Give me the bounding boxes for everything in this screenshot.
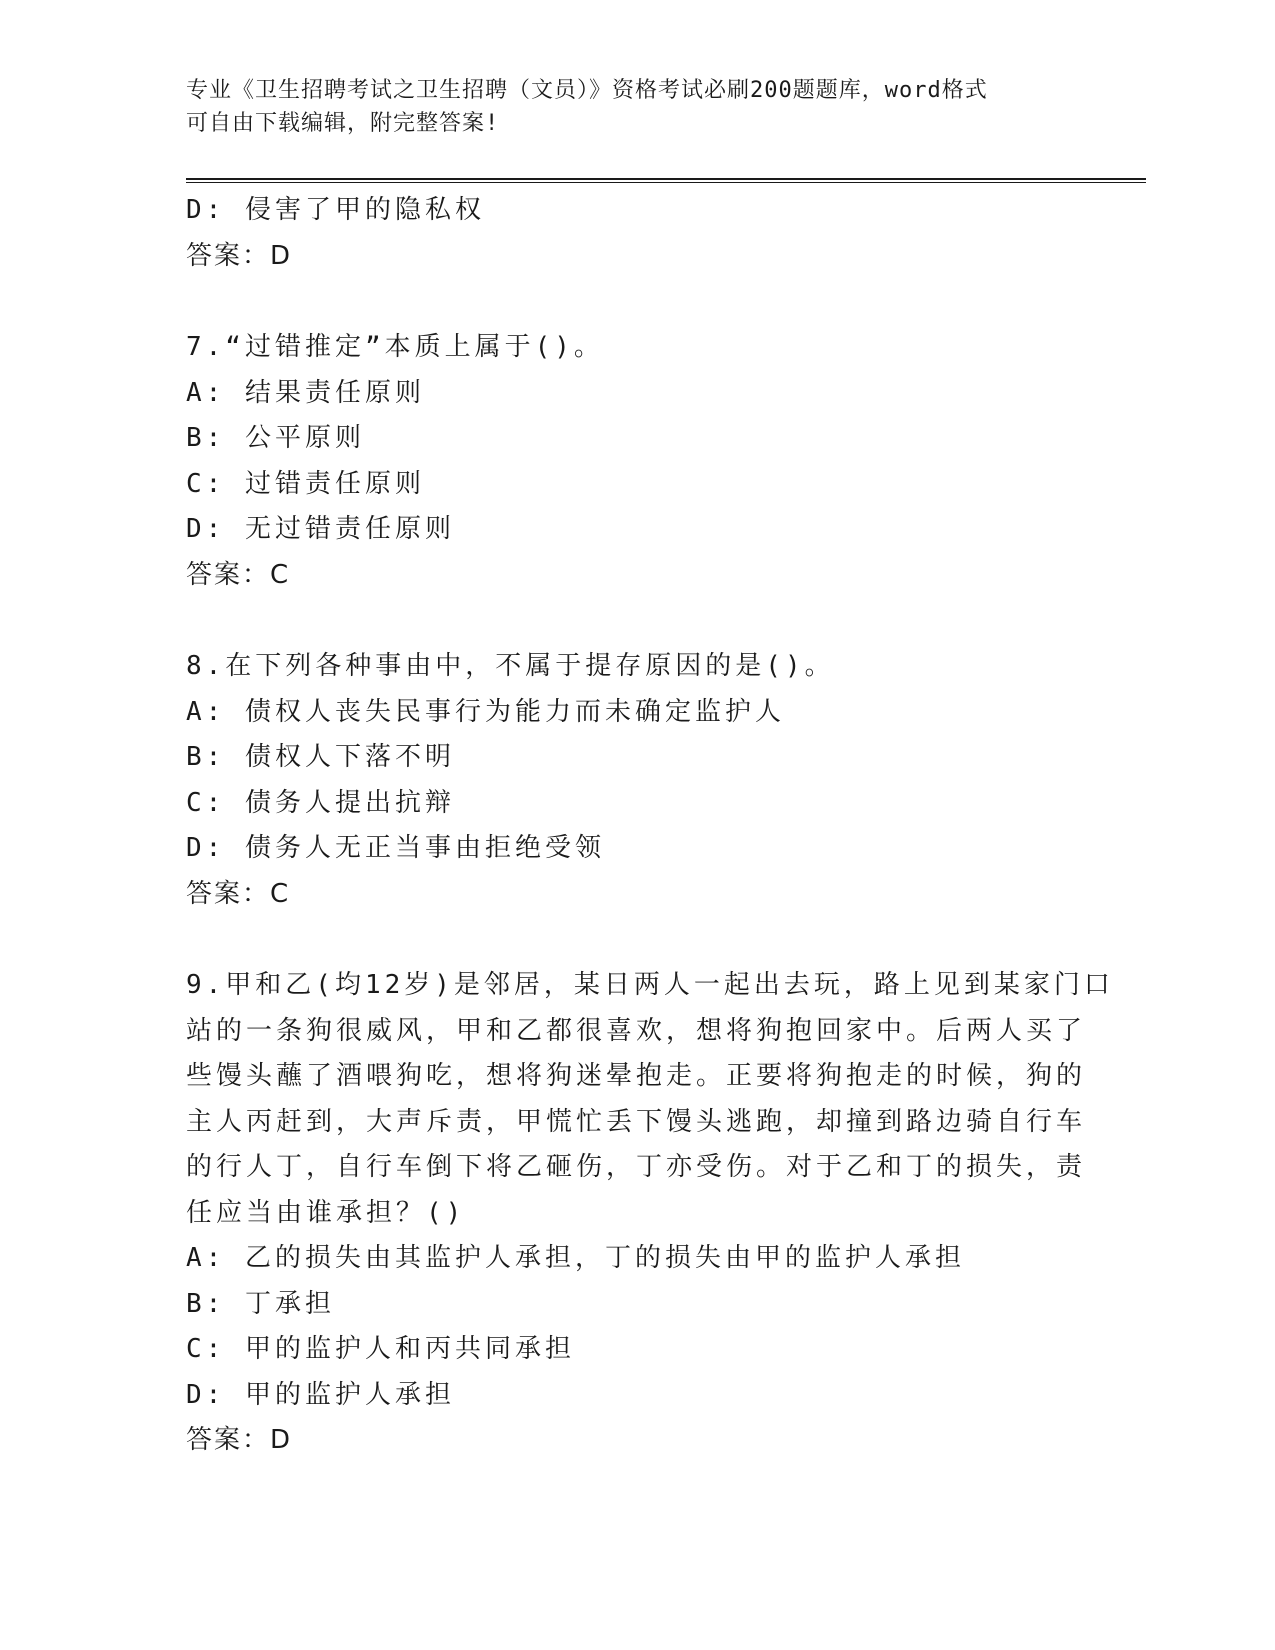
option-d: D: 侵害了甲的隐私权 [186,195,485,225]
header-line-1: 专业《卫生招聘考试之卫生招聘（文员）》资格考试必刷200题题库，word格式 [186,78,988,103]
answer-line: 答案：D [186,240,293,271]
answer-line: 答案：D [186,1425,293,1455]
option-d: D: 无过错责任原则 [186,514,455,544]
option-c: C: 债务人提出抗辩 [186,787,455,818]
option-a: A: 乙的损失由其监护人承担，丁的损失由甲的监护人承担 [186,1243,965,1273]
option-b: B: 公平原则 [186,423,365,453]
document-body [186,188,1114,1464]
answer-line: 答案：C [186,878,291,909]
question-stem-line: 9.甲和乙(均12岁)是邻居，某日两人一起出去玩，路上见到某家门口 [186,970,1114,1000]
question-stem-line: 些馒头蘸了酒喂狗吃，想将狗迷晕抱走。正要将狗抱走的时候，狗的 [186,1061,1087,1091]
option-c: C: 甲的监护人和丙共同承担 [186,1334,575,1364]
question-7 [186,325,1086,598]
document-header [186,74,1066,140]
question-stem: 7.“过错推定”本质上属于()。 [186,332,604,362]
question-stem-line: 主人丙赶到，大声斥责，甲慌忙丢下馒头逃跑，却撞到路边骑自行车 [186,1106,1087,1137]
question-spacer [186,279,1086,325]
option-b: B: 债权人下落不明 [186,742,455,772]
header-divider [186,178,1146,183]
option-d: D: 甲的监护人承担 [186,1379,455,1410]
question-9 [186,963,1114,1464]
question-spacer [186,598,1086,644]
option-a: A: 结果责任原则 [186,377,425,408]
answer-line: 答案：C [186,559,291,590]
question-8 [186,644,1086,917]
question-stem: 8.在下列各种事由中，不属于提存原因的是()。 [186,651,835,681]
option-a: A: 债权人丧失民事行为能力而未确定监护人 [186,696,785,727]
option-b: B: 丁承担 [186,1288,335,1319]
option-d: D: 债务人无正当事由拒绝受领 [186,833,605,863]
option-c: C: 过错责任原则 [186,468,425,499]
question-spacer [186,917,1086,963]
header-line-2: 可自由下载编辑，附完整答案! [186,111,500,136]
question-stem-line: 的行人丁，自行车倒下将乙砸伤，丁亦受伤。对于乙和丁的损失，责 [186,1152,1087,1182]
question-stem-line: 任应当由谁承担？() [186,1197,466,1228]
question-stem-line: 站的一条狗很威风，甲和乙都很喜欢，想将狗抱回家中。后两人买了 [186,1015,1087,1046]
